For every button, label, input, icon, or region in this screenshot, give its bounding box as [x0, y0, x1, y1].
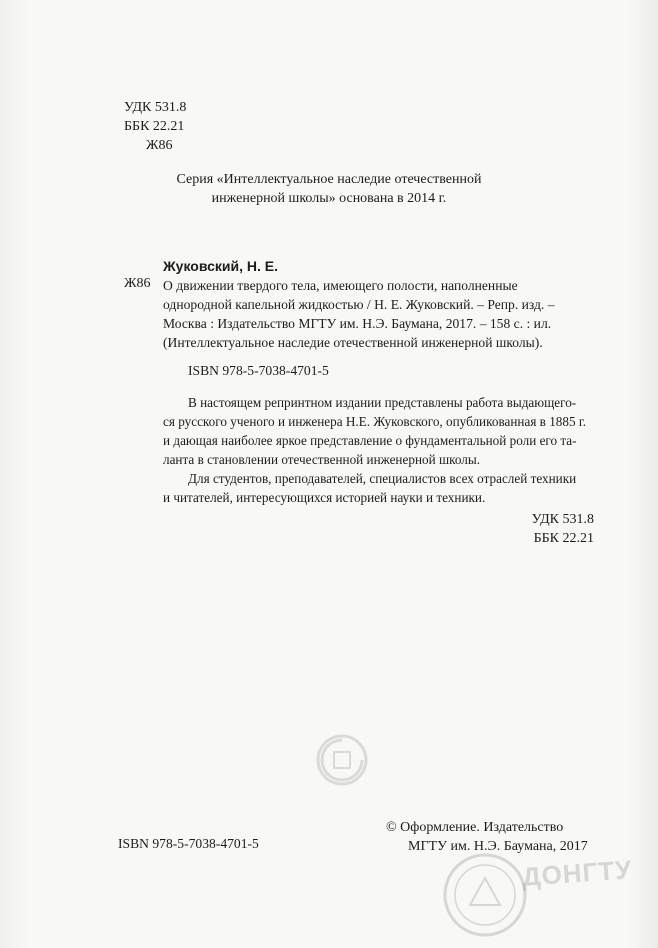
series-line-1: Серия «Интеллектуальное наследие отечественной — [176, 172, 482, 187]
copyright-line-1: © Оформление. Издательство — [386, 820, 564, 835]
author-heading: Жуковский, Н. Е. — [163, 258, 278, 274]
abstract — [163, 393, 595, 507]
classification-block-top — [124, 98, 186, 155]
abstract-line: ланта в становлении отечественной инженерной школы. — [163, 452, 480, 467]
abstract-line: Для студентов, преподавателей, специалистов всех отраслей техники — [188, 471, 577, 486]
publisher-logo-icon — [312, 730, 372, 790]
udk-code: УДК 531.8 — [124, 100, 187, 115]
description-line: О движении твердого тела, имеющего полости, наполненные — [163, 278, 518, 293]
record-author-sign: Ж86 — [124, 276, 151, 291]
abstract-line: и дающая наиболее яркое представление о фундаментальной роли его та- — [163, 433, 577, 448]
abstract-line: и читателей, интересующихся историей науки и техники. — [163, 490, 486, 505]
udk-code: УДК 531.8 — [531, 512, 594, 527]
author-sign: Ж86 — [146, 138, 173, 153]
footer-isbn: ISBN 978-5-7038-4701-5 — [118, 836, 259, 851]
classification-block-bottom — [532, 510, 594, 548]
bibliographic-description — [163, 276, 555, 352]
copyright-line-2: МГТУ им. Н.Э. Баумана, 2017 — [408, 839, 588, 854]
bbk-code: ББК 22.21 — [124, 119, 185, 134]
bbk-code: ББК 22.21 — [533, 531, 594, 546]
abstract-line: ся русского ученого и инженера Н.Е. Жуковского, опубликованная в 1885 г. — [163, 414, 587, 429]
library-stamp-text: ДОНГТУ — [521, 854, 634, 892]
abstract-line: В настоящем репринтном издании представлены работа выдающего- — [188, 395, 577, 410]
description-line: (Интеллектуальное наследие отечественной инженерной школы). — [163, 335, 543, 350]
series-note — [0, 170, 658, 208]
library-stamp-icon — [440, 850, 530, 940]
isbn: ISBN 978-5-7038-4701-5 — [188, 363, 329, 378]
description-line: однородной капельной жидкостью / Н. Е. Жуковский. – Репр. изд. – — [163, 297, 555, 312]
series-line-2: инженерной школы» основана в 2014 г. — [211, 191, 447, 206]
description-line: Москва : Издательство МГТУ им. Н.Э. Баумана, 2017. – 158 с. : ил. — [163, 316, 552, 331]
